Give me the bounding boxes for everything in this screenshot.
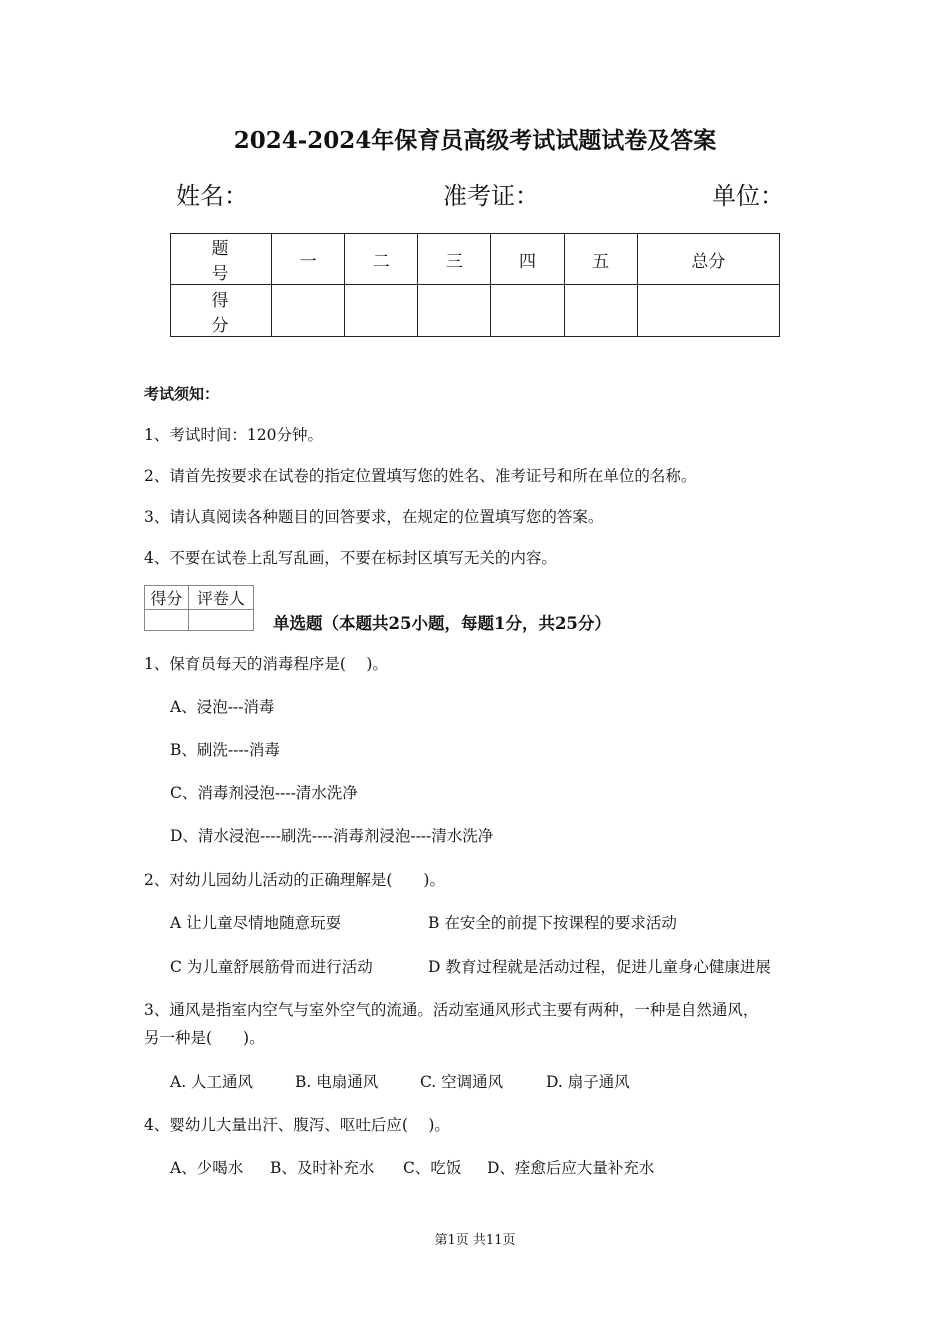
question-3-stem-line-1: 3、通风是指室内空气与室外空气的流通。活动室通风形式主要有两种，一种是自然通风， bbox=[144, 1001, 759, 1019]
question-2-stem: 2、对幼儿园幼儿活动的正确理解是( )。 bbox=[144, 871, 445, 889]
question-2-option-d: D 教育过程就是活动过程，促进儿童身心健康进展 bbox=[428, 958, 771, 976]
grader-box bbox=[144, 585, 254, 631]
page-footer: 第1页 共11页 bbox=[434, 1233, 516, 1248]
section-3-header: 三 bbox=[418, 234, 491, 285]
question-2-option-b: B 在安全的前提下按课程的要求活动 bbox=[428, 914, 677, 932]
question-4-option-d: D、痊愈后应大量补充水 bbox=[487, 1159, 655, 1177]
question-4-stem: 4、婴幼儿大量出汗、腹泻、呕吐后应( )。 bbox=[144, 1116, 450, 1134]
question-4-option-c: C、吃饭 bbox=[403, 1159, 462, 1177]
question-3-option-a: A. 人工通风 bbox=[170, 1073, 254, 1091]
question-number-label: 题 号 bbox=[171, 234, 272, 285]
name-label: 姓名： bbox=[176, 182, 248, 210]
question-3-option-b: B. 电扇通风 bbox=[295, 1073, 379, 1091]
question-1-option-b: B、刷洗----消毒 bbox=[170, 741, 280, 759]
notice-heading: 考试须知： bbox=[144, 385, 220, 403]
score-cell-4[interactable] bbox=[491, 285, 564, 337]
section-title: 单选题（本题共25小题，每题1分，共25分） bbox=[273, 614, 611, 633]
question-1-stem: 1、保育员每天的消毒程序是( )。 bbox=[144, 655, 388, 673]
grader-name-cell[interactable] bbox=[188, 610, 253, 631]
score-table-header-row bbox=[171, 234, 780, 285]
score-cell-3[interactable] bbox=[418, 285, 491, 337]
score-table bbox=[170, 233, 780, 337]
notice-item: 4、不要在试卷上乱写乱画，不要在标封区填写无关的内容。 bbox=[144, 549, 557, 567]
grader-score-label: 得分 bbox=[145, 586, 189, 610]
notice-item: 2、请首先按要求在试卷的指定位置填写您的姓名、准考证号和所在单位的名称。 bbox=[144, 467, 697, 485]
section-4-header: 四 bbox=[491, 234, 564, 285]
question-3-stem-line-2: 另一种是( )。 bbox=[144, 1029, 265, 1047]
score-cell-total[interactable] bbox=[637, 285, 779, 337]
grader-score-cell[interactable] bbox=[145, 610, 189, 631]
question-4-option-a: A、少喝水 bbox=[170, 1159, 244, 1177]
score-cell-5[interactable] bbox=[564, 285, 637, 337]
exam-id-label: 准考证： bbox=[443, 182, 539, 210]
score-table-score-row bbox=[171, 285, 780, 337]
score-label: 得 分 bbox=[171, 285, 272, 337]
total-header: 总分 bbox=[637, 234, 779, 285]
section-5-header: 五 bbox=[564, 234, 637, 285]
score-cell-1[interactable] bbox=[272, 285, 345, 337]
question-1-option-a: A、浸泡---消毒 bbox=[170, 698, 275, 716]
section-2-header: 二 bbox=[345, 234, 418, 285]
unit-label: 单位： bbox=[712, 182, 784, 210]
question-3-option-d: D. 扇子通风 bbox=[546, 1073, 630, 1091]
grader-name-label: 评卷人 bbox=[188, 586, 253, 610]
question-2-option-a: A 让儿童尽情地随意玩耍 bbox=[170, 914, 342, 932]
notice-item: 1、考试时间：120分钟。 bbox=[144, 426, 323, 444]
score-cell-2[interactable] bbox=[345, 285, 418, 337]
question-4-option-b: B、及时补充水 bbox=[270, 1159, 375, 1177]
question-1-option-d: D、清水浸泡----刷洗----消毒剂浸泡----清水洗净 bbox=[170, 827, 494, 845]
notice-item: 3、请认真阅读各种题目的回答要求，在规定的位置填写您的答案。 bbox=[144, 508, 604, 526]
section-1-header: 一 bbox=[272, 234, 345, 285]
question-2-option-c: C 为儿童舒展筋骨而进行活动 bbox=[170, 958, 373, 976]
page-title: 2024-2024年保育员高级考试试题试卷及答案 bbox=[233, 127, 717, 154]
question-1-option-c: C、消毒剂浸泡----清水洗净 bbox=[170, 784, 358, 802]
question-3-option-c: C. 空调通风 bbox=[420, 1073, 504, 1091]
